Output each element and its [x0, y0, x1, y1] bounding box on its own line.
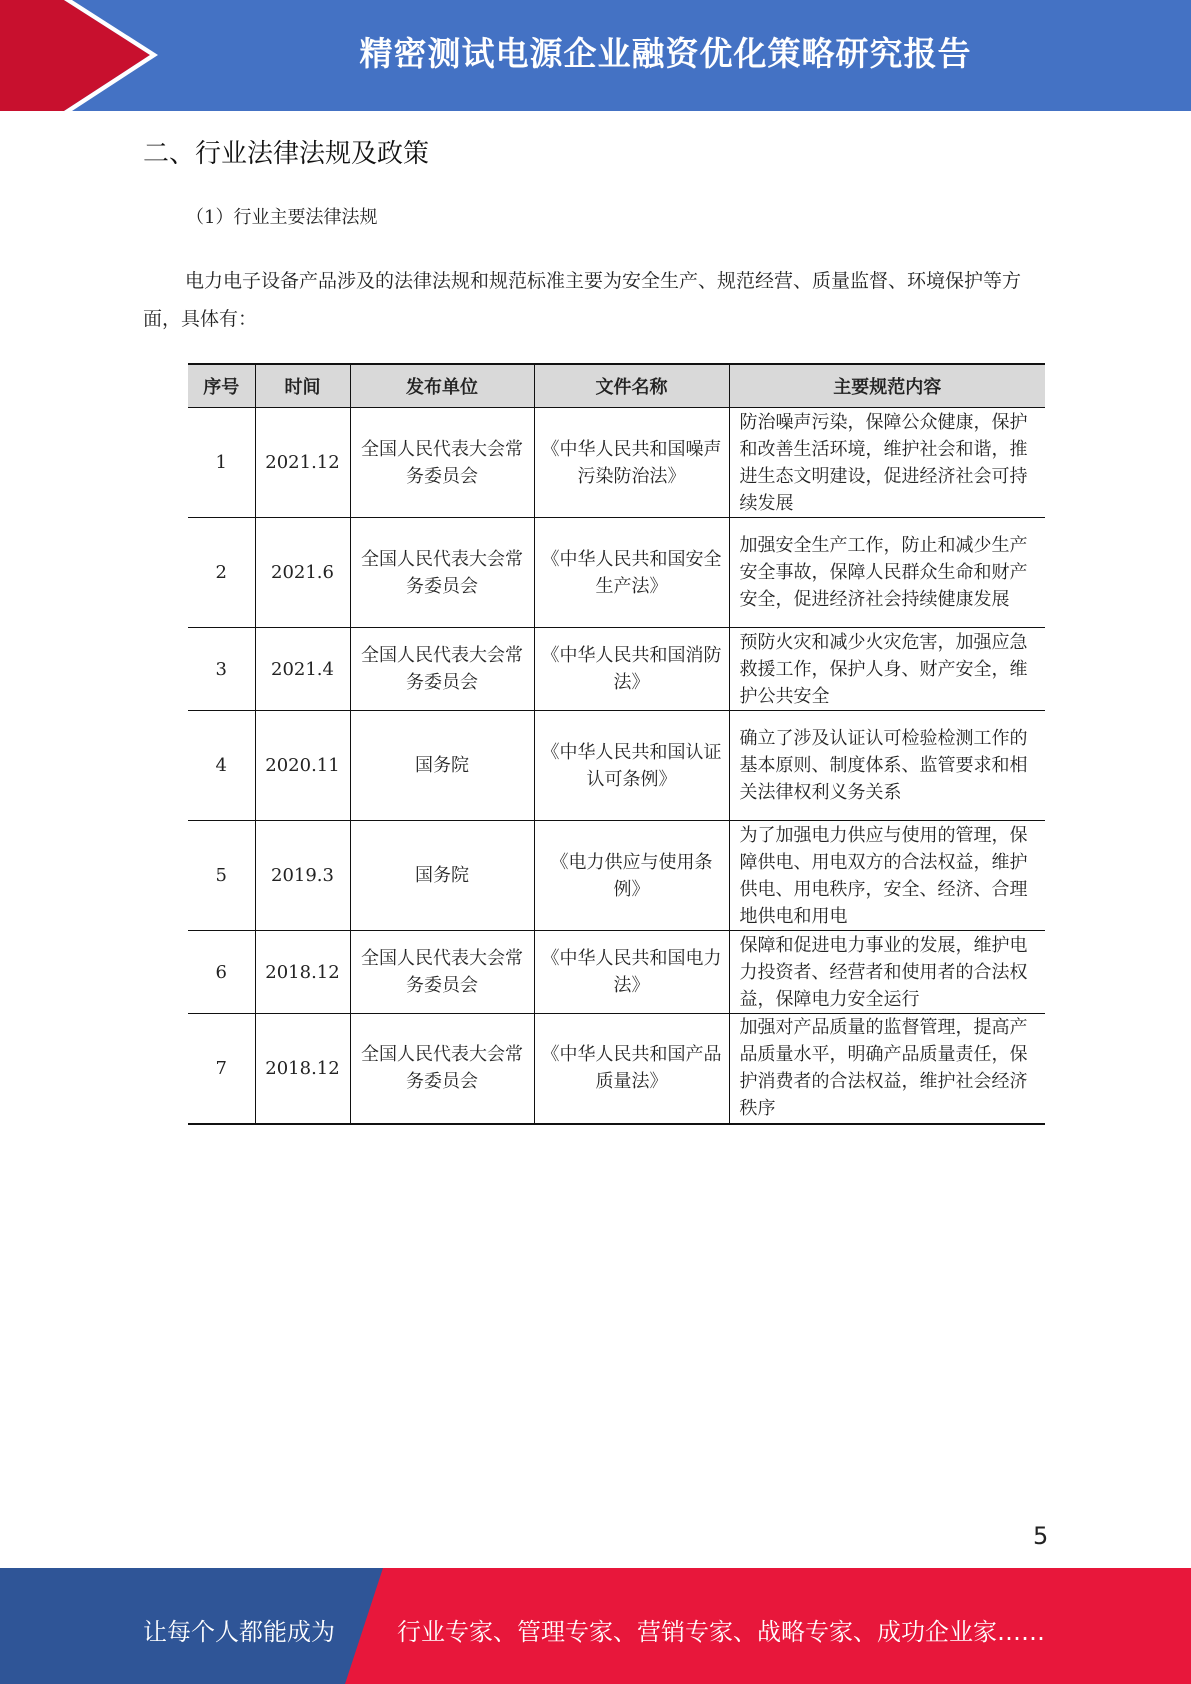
cell-issuer: 全国人民代表大会常务委员会	[350, 628, 534, 711]
cell-date: 2021.6	[255, 518, 350, 628]
cell-no: 5	[188, 821, 255, 931]
header-no: 序号	[188, 364, 255, 408]
cell-doc: 《中华人民共和国产品质量法》	[534, 1014, 729, 1124]
table-row	[188, 518, 1045, 628]
cell-no: 6	[188, 931, 255, 1014]
cell-content: 防治噪声污染，保障公众健康，保护和改善生活环境，维护社会和谐，推进生态文明建设，促进经济社会可持续发展	[729, 408, 1045, 518]
header-bar	[0, 0, 1191, 111]
cell-no: 2	[188, 518, 255, 628]
cell-content: 为了加强电力供应与使用的管理，保障供电、用电双方的合法权益，维护供电、用电秩序，安全、经济、合理地供电和用电	[729, 821, 1045, 931]
subsection-title: （1）行业主要法律法规	[186, 207, 378, 228]
cell-date: 2018.12	[255, 1014, 350, 1124]
cell-issuer: 全国人民代表大会常务委员会	[350, 931, 534, 1014]
cell-issuer: 全国人民代表大会常务委员会	[350, 518, 534, 628]
footer-slogan-left: 让每个人都能成为	[143, 1618, 335, 1646]
cell-content: 加强安全生产工作，防止和减少生产安全事故，保障人民群众生命和财产安全，促进经济社会持续健康发展	[729, 518, 1045, 628]
section-title: 二、行业法律法规及政策	[143, 139, 430, 169]
laws-table	[188, 363, 1045, 1125]
cell-no: 4	[188, 711, 255, 821]
cell-issuer: 全国人民代表大会常务委员会	[350, 408, 534, 518]
table-row	[188, 408, 1045, 518]
cell-no: 1	[188, 408, 255, 518]
cell-content: 预防火灾和减少火灾危害，加强应急救援工作，保护人身、财产安全，维护公共安全	[729, 628, 1045, 711]
header-issuer: 发布单位	[350, 364, 534, 408]
cell-issuer: 国务院	[350, 821, 534, 931]
cell-no: 3	[188, 628, 255, 711]
cell-no: 7	[188, 1014, 255, 1124]
footer-bar	[0, 1568, 1191, 1684]
cell-doc: 《中华人民共和国安全生产法》	[534, 518, 729, 628]
cell-doc: 《中华人民共和国认证认可条例》	[534, 711, 729, 821]
intro-paragraph: 电力电子设备产品涉及的法律法规和规范标准主要为安全生产、规范经营、质量监督、环境保护等方面，具体有：	[143, 270, 1022, 330]
cell-date: 2018.12	[255, 931, 350, 1014]
cell-content: 保障和促进电力事业的发展，维护电力投资者、经营者和使用者的合法权益，保障电力安全运行	[729, 931, 1045, 1014]
header-chevron-icon	[0, 0, 160, 111]
cell-doc: 《中华人民共和国电力法》	[534, 931, 729, 1014]
page-number: 5	[1033, 1522, 1049, 1550]
report-title: 精密测试电源企业融资优化策略研究报告	[359, 34, 972, 73]
footer-slogan-right: 行业专家、管理专家、营销专家、战略专家、成功企业家……	[397, 1618, 1045, 1646]
header-content: 主要规范内容	[729, 364, 1045, 408]
cell-content: 加强对产品质量的监督管理，提高产品质量水平，明确产品质量责任，保护消费者的合法权益，维护社会经济秩序	[729, 1014, 1045, 1124]
cell-doc: 《中华人民共和国消防法》	[534, 628, 729, 711]
cell-date: 2021.4	[255, 628, 350, 711]
table-header-row	[188, 364, 1045, 408]
header-doc: 文件名称	[534, 364, 729, 408]
table-row	[188, 628, 1045, 711]
header-date: 时间	[255, 364, 350, 408]
cell-doc: 《中华人民共和国噪声污染防治法》	[534, 408, 729, 518]
cell-content: 确立了涉及认证认可检验检测工作的基本原则、制度体系、监管要求和相关法律权利义务关系	[729, 711, 1045, 821]
cell-date: 2019.3	[255, 821, 350, 931]
cell-date: 2021.12	[255, 408, 350, 518]
table-row	[188, 931, 1045, 1014]
table-row	[188, 1014, 1045, 1124]
table-row	[188, 821, 1045, 931]
cell-doc: 《电力供应与使用条例》	[534, 821, 729, 931]
table-row	[188, 711, 1045, 821]
cell-date: 2020.11	[255, 711, 350, 821]
cell-issuer: 全国人民代表大会常务委员会	[350, 1014, 534, 1124]
cell-issuer: 国务院	[350, 711, 534, 821]
